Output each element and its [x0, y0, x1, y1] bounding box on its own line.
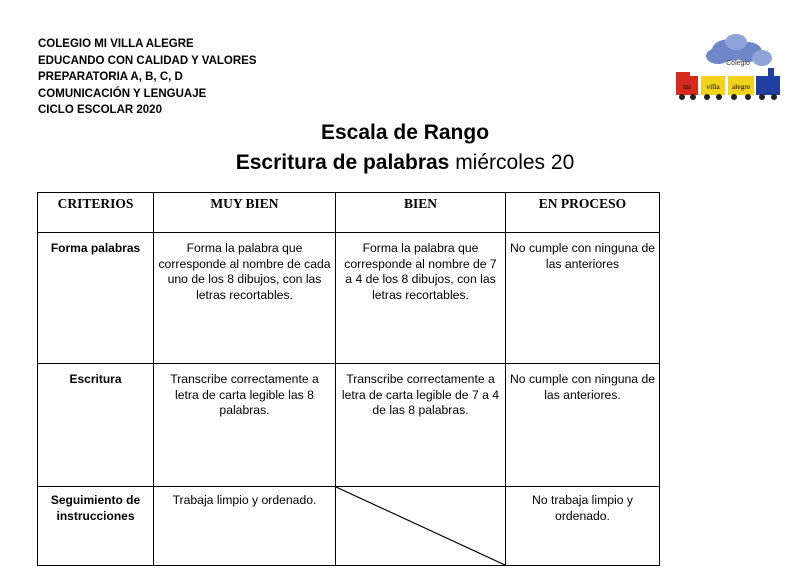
bien-cell-crossed-out — [336, 487, 506, 566]
muy-bien-cell: Transcribe correctamente a letra de carta legible las 8 palabras. — [154, 364, 336, 487]
school-year: CICLO ESCOLAR 2020 — [38, 104, 162, 116]
school-name: COLEGIO MI VILLA ALEGRE — [38, 38, 194, 50]
school-logo — [672, 32, 784, 102]
en-proceso-cell: No cumple con ninguna de las anteriores — [506, 233, 660, 364]
subject: COMUNICACIÓN Y LENGUAJE — [38, 87, 207, 100]
en-proceso-cell: No cumple con ninguna de las anteriores. — [506, 364, 660, 487]
logo-mi-text: mi — [683, 82, 691, 91]
diagonal-strike-line — [336, 487, 505, 565]
table-header-row — [38, 193, 660, 233]
header-criterios: CRITERIOS — [38, 193, 154, 233]
logo-alegre-text: alegre — [731, 82, 751, 91]
table-row — [38, 487, 660, 566]
criterion-cell: Forma palabras — [38, 233, 154, 364]
rubric-subtitle — [0, 151, 810, 175]
school-header — [38, 36, 257, 119]
rubric-subtitle-topic: Escritura de palabras — [235, 151, 450, 174]
bien-cell: Transcribe correctamente a letra de carta legible de 7 a 4 de las 8 palabras. — [336, 364, 506, 487]
rubric-table — [37, 192, 660, 566]
header-en-proceso: EN PROCESO — [506, 193, 660, 233]
en-proceso-cell: No trabaja limpio y ordenado. — [506, 487, 660, 566]
table-row — [38, 364, 660, 487]
muy-bien-cell: Trabaja limpio y ordenado. — [154, 487, 336, 566]
muy-bien-cell: Forma la palabra que corresponde al nombre de cada uno de los 8 dibujos, con las letras recortables. — [154, 233, 336, 364]
rubric-title: Escala de Rango — [320, 121, 490, 144]
criterion-cell: Escritura — [38, 364, 154, 487]
table-row — [38, 233, 660, 364]
criterion-cell: Seguimiento de instrucciones — [38, 487, 154, 566]
bien-cell: Forma la palabra que corresponde al nombre de 7 a 4 de los 8 dibujos, con las letras recortables. — [336, 233, 506, 364]
grade-groups: PREPARATORIA A, B, C, D — [38, 71, 183, 83]
school-motto: EDUCANDO CON CALIDAD Y VALORES — [38, 54, 257, 67]
logo-villa-text: villa — [706, 82, 720, 91]
header-muy-bien: MUY BIEN — [154, 193, 336, 233]
rubric-subtitle-date: miércoles 20 — [449, 151, 575, 174]
logo-colegio-text: Colegio — [726, 60, 750, 67]
header-bien: BIEN — [336, 193, 506, 233]
